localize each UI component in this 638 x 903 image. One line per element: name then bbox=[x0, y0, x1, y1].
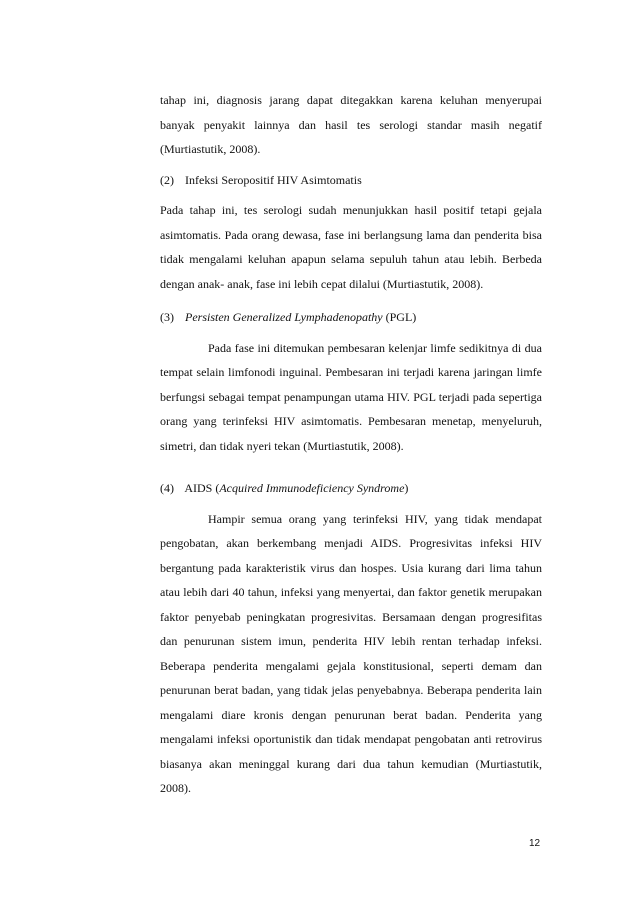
section-4-number: (4) bbox=[160, 481, 174, 495]
section-4-title-prefix: AIDS ( bbox=[184, 481, 220, 495]
section-3-title-italic: Persisten Generalized Lymphadenopathy bbox=[185, 310, 383, 324]
section-2-heading bbox=[160, 168, 542, 193]
page-number: 12 bbox=[529, 838, 541, 849]
section-2-number: (2) bbox=[160, 172, 174, 187]
section-3-paragraph: Pada fase ini ditemukan pembesaran kelenjar limfe sedikitnya di dua tempat selain limfonodi inguinal. Pembesaran ini terjadi karena jaringan limfe berfungsi sebagai tempat penampungan utama HIV. PGL terjadi pada sepertiga orang yang terinfeksi HIV asimtomatis. Pembesaran menetap, menyeluruh, simetri, dan tidak nyeri tekan (Murtiastutik, 2008). bbox=[160, 340, 542, 453]
section-4-title-suffix: ) bbox=[404, 481, 409, 495]
section-4-title-italic: Acquired Immunodeficiency Syndrome bbox=[219, 481, 405, 495]
section-4-heading bbox=[160, 476, 542, 501]
intro-paragraph: tahap ini, diagnosis jarang dapat ditegakkan karena keluhan menyerupai banyak penyakit lainnya dan hasil tes serologi standar masih negatif (Murtiastutik, 2008). bbox=[160, 93, 542, 156]
section-2-title: Infeksi Seropositif HIV Asimtomatis bbox=[185, 172, 362, 187]
section-2-paragraph: Pada tahap ini, tes serologi sudah menunjukkan hasil positif tetapi gejala asimtomatis. Pada orang dewasa, fase ini berlangsung lama dan penderita bisa tidak mengalami keluhan apapun selama sepuluh tahun atau lebih. Berbeda dengan anak- anak, fase ini lebih cepat dilalui (Murtiastutik, 2008). bbox=[160, 203, 542, 291]
section-3-title-suffix: (PGL) bbox=[385, 310, 417, 324]
section-4-paragraph: Hampir semua orang yang terinfeksi HIV, yang tidak mendapat pengobatan, akan berkembang menjadi AIDS. Progresivitas infeksi HIV bergantung pada karakteristik virus dan hospes. Usia kurang dari lima tahun atau lebih dari 40 tahun, infeksi yang menyertai, dan faktor genetik merupakan faktor penyebab peningkatan progresivitas. Bersamaan dengan progresifitas dan penurunan sistem imun, penderita HIV lebih rentan terhadap infeksi. Beberapa penderita mengalami gejala konstitusional, seperti demam dan penurunan berat badan, yang tidak jelas penyebabnya. Beberapa penderita lain mengalami diare kronis dengan penurunan berat badan. Penderita yang mengalami infeksi oportunistik dan tidak mendapat pengobatan anti retrovirus biasanya akan meninggal kurang dari dua tahun kemudian (Murtiastutik, 2008). bbox=[160, 511, 542, 795]
section-3-number: (3) bbox=[160, 310, 174, 324]
section-3-heading bbox=[160, 305, 542, 330]
page-content bbox=[160, 88, 542, 801]
